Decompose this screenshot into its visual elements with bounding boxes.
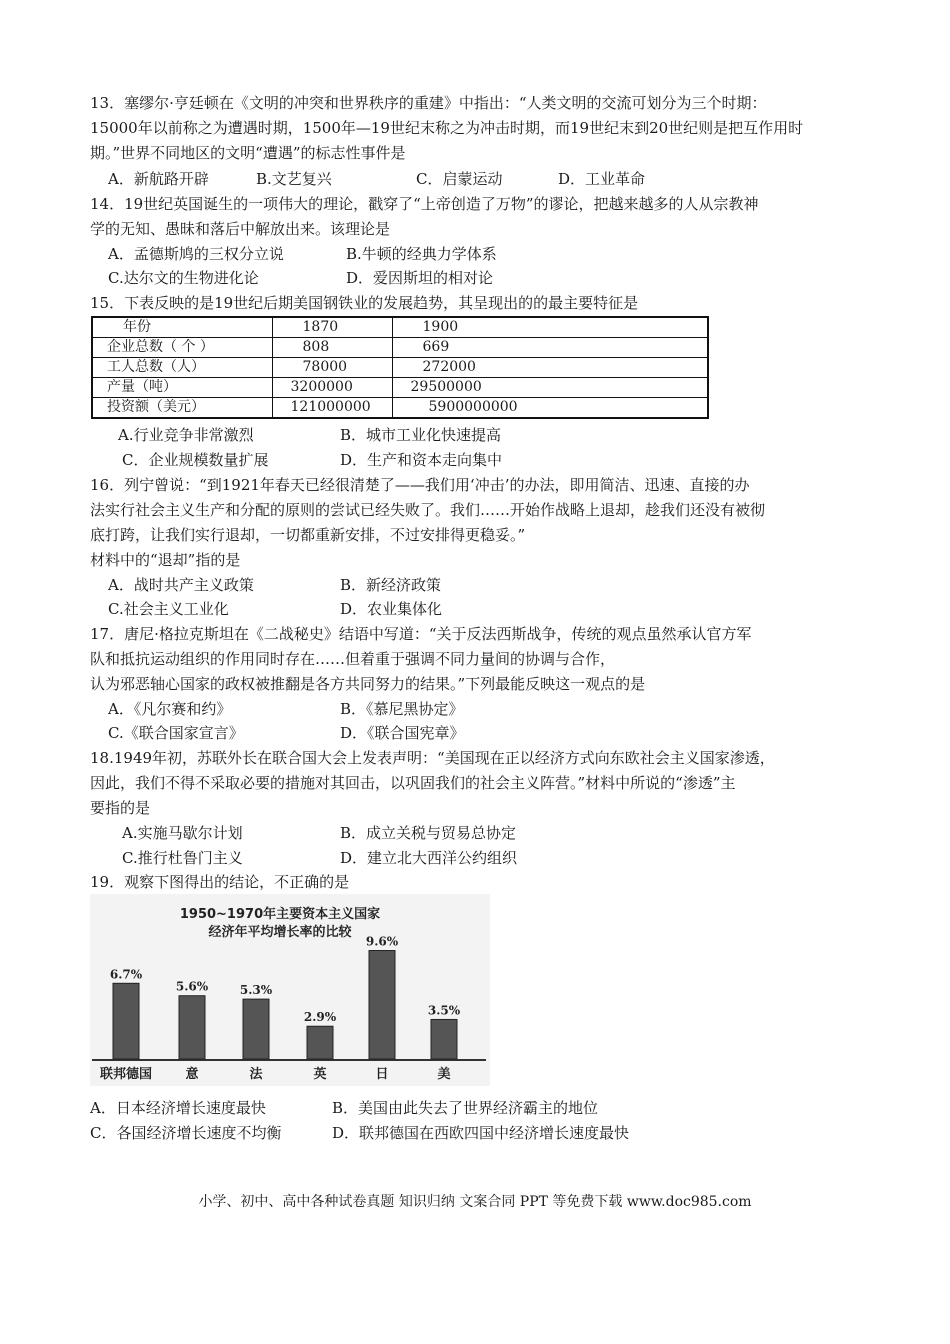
bar-4 xyxy=(369,951,395,1059)
table-row xyxy=(92,398,708,419)
bar-value-label: 6.7% xyxy=(109,967,143,982)
q17-stem-line1: 17．唐尼·格拉克斯坦在《二战秘史》结语中写道：“关于反法西斯战争，传统的观点虽然承认官方军 xyxy=(90,625,752,643)
table-cell: 272000 xyxy=(392,358,708,378)
category-label: 意 xyxy=(185,1067,199,1082)
table-cell: 年份 xyxy=(92,317,272,338)
table-cell: 1900 xyxy=(392,317,708,338)
table-cell: 5900000000 xyxy=(392,398,708,419)
q18-option-a: A.实施马歇尔计划 xyxy=(122,824,243,842)
q15-option-c: C．企业规模数量扩展 xyxy=(122,451,269,469)
table-cell: 29500000 xyxy=(392,378,708,398)
q18-stem-line3: 要指的是 xyxy=(90,799,151,817)
table-cell: 78000 xyxy=(272,358,392,378)
q17-stem-line2: 队和抵抗运动组织的作用同时存在……但着重于强调不同力量间的协调与合作， xyxy=(90,650,616,668)
table-cell: 工人总数（人） xyxy=(92,358,272,378)
q13-option-b: B.文艺复兴 xyxy=(256,170,332,188)
q17-option-a: A．《凡尔赛和约》 xyxy=(108,700,232,718)
q13-option-c: C．启蒙运动 xyxy=(416,170,503,188)
table-row xyxy=(92,358,708,378)
growth-rate-bar-chart xyxy=(90,894,490,1086)
q17-stem-line3: 认为邪恶轴心国家的政权被推翻是各方共同努力的结果。”下列最能反映这一观点的是 xyxy=(90,675,646,693)
q16-option-d: D．农业集体化 xyxy=(340,600,443,618)
q17-option-c: C.《联合国家宣言》 xyxy=(108,724,244,742)
q15-option-b: B．城市工业化快速提高 xyxy=(340,426,502,444)
table-cell: 投资额（美元） xyxy=(92,398,272,419)
bar-value-label: 3.5% xyxy=(427,1003,461,1018)
q16-stem-line2: 法实行社会主义生产和分配的原则的尝试已经失败了。我们……开始作战略上退却，趁我们还没有被彻 xyxy=(90,501,766,519)
q17-option-b: B．《慕尼黑协定》 xyxy=(340,700,464,718)
q19-stem: 19．观察下图得出的结论，不正确的是 xyxy=(90,873,350,891)
chart-title: 1950~1970年主要资本主义国家 xyxy=(179,907,381,922)
category-label: 英 xyxy=(313,1067,327,1082)
q16-option-a: A．战时共产主义政策 xyxy=(108,576,254,594)
q14-option-c: C.达尔文的生物进化论 xyxy=(108,269,259,287)
q19-option-a: A．日本经济增长速度最快 xyxy=(90,1099,266,1117)
q17-option-d: D．《联合国宪章》 xyxy=(340,724,465,742)
table-cell: 669 xyxy=(392,338,708,358)
q19-option-c: C．各国经济增长速度不均衡 xyxy=(90,1124,282,1142)
category-label: 联邦德国 xyxy=(99,1067,153,1082)
q18-option-c: C.推行杜鲁门主义 xyxy=(122,849,243,867)
q13-option-a: A．新航路开辟 xyxy=(108,170,209,188)
q15-option-d: D．生产和资本走向集中 xyxy=(340,451,503,469)
category-label: 法 xyxy=(249,1067,263,1082)
bar-3 xyxy=(307,1026,333,1059)
table-cell: 企业总数（ 个 ） xyxy=(92,338,272,358)
bar-value-label: 5.3% xyxy=(239,983,273,998)
table-row xyxy=(92,338,708,358)
q19-option-d: D．联邦德国在西欧四国中经济增长速度最快 xyxy=(332,1124,630,1142)
q13-option-d: D．工业革命 xyxy=(558,170,646,188)
table-cell: 1870 xyxy=(272,317,392,338)
page-footer: 小学、初中、高中各种试卷真题 知识归纳 文案合同 PPT 等免费下载 www.doc985.com xyxy=(198,1194,752,1210)
table-cell: 3200000 xyxy=(272,378,392,398)
q15-option-a: A.行业竞争非常激烈 xyxy=(118,426,254,444)
q14-option-a: A．孟德斯鸠的三权分立说 xyxy=(108,245,284,263)
q15-stem: 15．下表反映的是19世纪后期美国钢铁业的发展趋势，其呈现出的的最主要特征是 xyxy=(90,294,639,312)
q14-stem-line1: 14．19世纪英国诞生的一项伟大的理论，戳穿了“上帝创造了万物”的谬论，把越来越多的人从宗教神 xyxy=(90,195,759,213)
table-cell: 121000000 xyxy=(272,398,392,419)
bar-value-label: 2.9% xyxy=(303,1010,337,1025)
q14-option-d: D．爱因斯坦的相对论 xyxy=(346,269,494,287)
bar-value-label: 5.6% xyxy=(175,979,209,994)
bar-value-label: 9.6% xyxy=(365,934,399,949)
bar-5 xyxy=(431,1019,457,1059)
table-cell: 808 xyxy=(272,338,392,358)
q19-option-b: B．美国由此失去了世界经济霸主的地位 xyxy=(332,1099,599,1117)
q16-option-b: B．新经济政策 xyxy=(340,576,442,594)
q18-option-d: D．建立北大西洋公约组织 xyxy=(340,849,518,867)
q14-stem-line2: 学的无知、愚昧和落后中解放出来。该理论是 xyxy=(90,220,391,238)
table-cell: 产量（吨） xyxy=(92,378,272,398)
q16-stem-line3: 底打跨，让我们实行退却，一切都重新安排，不过安排得更稳妥。” xyxy=(90,526,526,544)
q18-option-b: B．成立关税与贸易总协定 xyxy=(340,824,517,842)
category-label: 日 xyxy=(375,1067,389,1082)
q13-stem-line3: 期。”世界不同地区的文明“遭遇”的标志性事件是 xyxy=(90,144,406,162)
category-label: 美 xyxy=(437,1067,451,1082)
q18-stem-line2: 因此，我们不得不采取必要的措施对其回击，以巩固我们的社会主义阵营。”材料中所说的“渗透”主 xyxy=(90,774,736,792)
q16-stem-line4: 材料中的“退却”指的是 xyxy=(90,551,241,569)
q16-stem-line1: 16．列宁曾说：“到1921年春天已经很清楚了——我们用‘冲击’的办法，即用简洁、迅速、直接的办 xyxy=(90,476,750,494)
q14-option-b: B.牛顿的经典力学体系 xyxy=(346,245,497,263)
bar-2 xyxy=(243,999,269,1059)
q13-stem-line1: 13．塞缪尔·亨廷顿在《文明的冲突和世界秩序的重建》中指出：“人类文明的交流可划分为三个时期： xyxy=(90,94,767,112)
q18-stem-line1: 18.1949年初，苏联外长在联合国大会上发表声明：“美国现在正以经济方式向东欧社会主义国家渗透， xyxy=(90,749,775,767)
q16-option-c: C.社会主义工业化 xyxy=(108,600,229,618)
bar-0 xyxy=(113,983,139,1059)
bar-1 xyxy=(179,996,205,1059)
steel-industry-table xyxy=(91,316,709,419)
q13-stem-line2: 15000年以前称之为遭遇时期，1500年—19世纪末称之为冲击时期，而19世纪末到20世纪则是把互作用时 xyxy=(90,119,804,137)
table-row xyxy=(92,317,708,338)
chart-subtitle: 经济年平均增长率的比较 xyxy=(208,925,352,940)
table-row xyxy=(92,378,708,398)
